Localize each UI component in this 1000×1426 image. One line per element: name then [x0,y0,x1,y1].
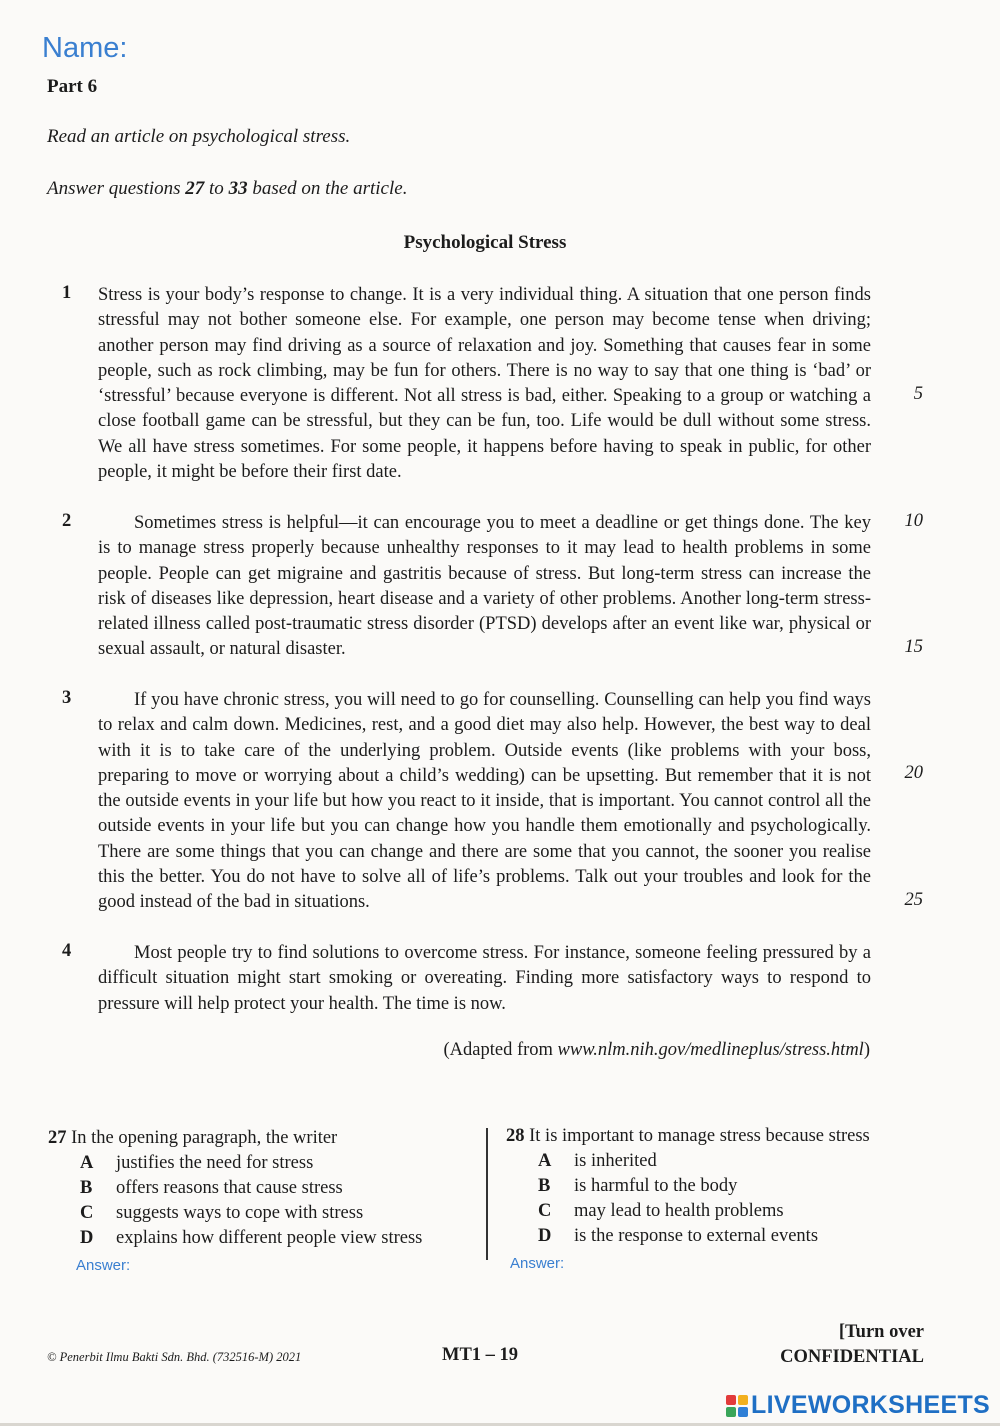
name-label: Name: [42,32,128,64]
liveworksheets-icon [726,1395,748,1417]
paragraph-number: 1 [62,283,72,303]
question-stem: It is important to manage stress because stress [529,1126,870,1146]
turn-over-note [780,1320,924,1370]
article-source: (Adapted from www.nlm.nih.gov/medlineplus/stress.html) [443,1040,870,1060]
paragraph-text: Stress is your body’s response to change. It is a very individual thing. A situation that one person finds stressful may not bother someone else. For example, one person may become tense when driving; another person may find driving as a source of relaxation and joy. Something that causes fear in some people, such as rock climbing, may be fun for others. There is no way to say that one thing is ‘bad’ or ‘stressful’ because everyone is different. Not all stress is bad, either. Speaking to a group or watching a close football game can be stressful, but they can be fun, too. Life would be dull without some stress. We all have stress sometimes. For some people, it happens before having to speak in public, for other people, it might be before their first date. [98,285,871,483]
question-28 [506,1124,870,1276]
paragraph-number: 4 [62,941,72,961]
option-c[interactable]: C suggests ways to cope with stress [80,1203,364,1223]
article-title: Psychological Stress [403,232,567,253]
line-number: 10 [904,511,923,531]
copyright: © Penerbit Ilmu Bakti Sdn. Bhd. (732516-M) 2021 [47,1350,302,1364]
answer-field[interactable]: Answer: [510,1255,565,1272]
paragraph-text: If you have chronic stress, you will need to go for counselling. Counselling can help you find ways to relax and calm down. Medicines, rest, and a good diet may also help. However, the best way to deal with it is to take care of the underlying problem. Outside events (like problems with your boss, preparing to move or worrying about a child’s wedding) can be upsetting. But remember that it is not the outside events in your life but how you react to it inside, that is important. You cannot control all the outside events in your life but you can change how you handle them emotionally and psychologically. There are some things that you can change and there are some that you cannot, the sooner you realise this the better. You do not have to solve all of life’s problems. Talk out your troubles and look for the good instead of the bad in situations. [98,690,871,913]
instruction-answer: Answer questions 27 to 33 based on the article. [47,178,408,199]
line-number: 25 [904,890,923,910]
paragraph-text: Most people try to find solutions to overcome stress. For instance, someone feeling pressured by a difficult situation might start smoking or overeating. Finding more satisfactory ways to respond to pressure will help protect your health. The time is now. [98,943,871,1014]
part-heading: Part 6 [47,76,98,97]
liveworksheets-logo[interactable] [726,1391,990,1420]
option-b[interactable]: B is harmful to the body [538,1176,738,1196]
confidential-label: CONFIDENTIAL [780,1347,924,1367]
question-27 [48,1126,422,1278]
line-number: 5 [913,384,923,404]
instruction-read: Read an article on psychological stress. [47,126,351,147]
paragraph-text: Sometimes stress is helpful—it can encourage you to meet a deadline or get things done. The key is to manage stress properly because unhealthy responses to it may lead to health problems in some people. People can get migraine and gastritis because of stress. But long-term stress can increase the risk of diseases like depression, heart disease and a variety of other problems. Another long-term stress-related illness called post-traumatic stress disorder (PTSD) develops after an event like war, physical or sexual assault, or natural disaster. [98,513,871,660]
option-d[interactable]: D explains how different people view stress [80,1228,423,1248]
option-c[interactable]: C may lead to health problems [538,1201,784,1221]
question-number: 28 [506,1126,525,1146]
paragraph-number: 3 [62,688,72,708]
line-number: 20 [904,763,923,783]
column-divider [486,1128,488,1260]
turn-over-text: [Turn over [838,1322,924,1342]
paragraph-number: 2 [62,511,72,531]
line-number: 15 [904,637,923,657]
answer-field[interactable]: Answer: [76,1257,131,1274]
option-a[interactable]: A justifies the need for stress [80,1153,314,1173]
question-stem: In the opening paragraph, the writer [71,1128,338,1148]
option-a[interactable]: A is inherited [538,1151,657,1171]
option-d[interactable]: D is the response to external events [538,1226,819,1246]
option-b[interactable]: B offers reasons that cause stress [80,1178,343,1198]
liveworksheets-text: LIVEWORKSHEETS [751,1391,990,1419]
page-code: MT1 – 19 [442,1345,519,1365]
question-number: 27 [48,1128,67,1148]
